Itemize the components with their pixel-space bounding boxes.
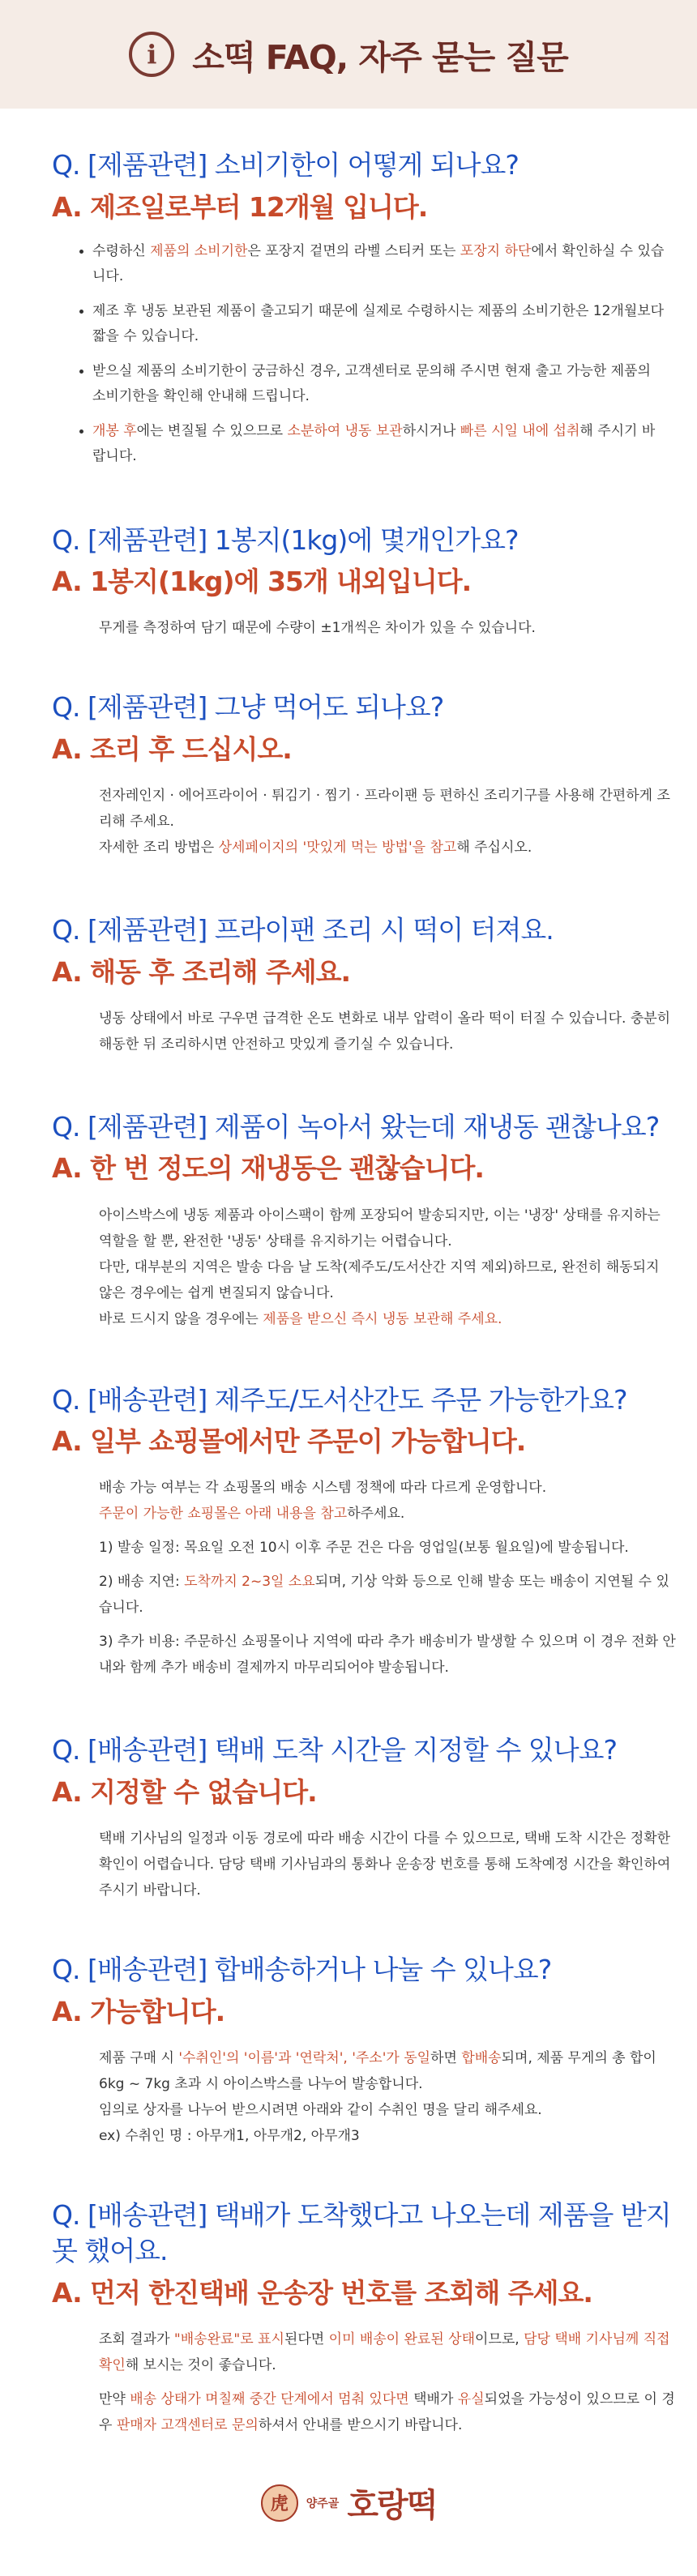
- faq-answer: A. 먼저 한진택배 운송장 번호를 조회해 주세요.: [52, 2276, 592, 2309]
- brand-logo: [0, 2480, 697, 2526]
- body-text: 되었을 가능성이 있으므로 이 경우: [99, 2391, 675, 2434]
- highlight-text: 합배송: [461, 2049, 502, 2066]
- faq-question: Q. [제품관련] 제품이 녹아서 왔는데 재냉동 괜찮나요?: [52, 1110, 660, 1143]
- faq-paragraph: [99, 1535, 676, 1561]
- faq-item: [52, 690, 697, 861]
- body-text: 이므로,: [475, 2331, 524, 2348]
- highlight-text: 유실: [457, 2391, 485, 2408]
- body-text: 수령하신: [92, 242, 151, 259]
- body-text: 제조 후 냉동 보관된 제품이 출고되기 때문에 실제로 수령하시는 제품의 소비기한은 12개월보다 짧을 수 있습니다.: [92, 302, 665, 344]
- body-text: 아이스박스에 냉동 제품과 아이스팩이 함께 포장되어 발송되지만, 이는 '냉장' 상태를 유지하는 역할을 할 뿐, 완전한 '냉동' 상태를 유지하기는 어렵습니다.: [99, 1207, 661, 1250]
- faq-paragraph: [99, 2123, 676, 2149]
- faq-question: Q. [제품관련] 1봉지(1kg)에 몇개인가요?: [52, 523, 519, 556]
- faq-answer: A. 일부 쇼핑몰에서만 주문이 가능합니다.: [52, 1425, 526, 1458]
- faq-answer: A. 한 번 정도의 재냉동은 괜찮습니다.: [52, 1152, 484, 1185]
- faq-paragraph: [99, 1203, 676, 1254]
- body-text: 하주세요.: [347, 1506, 405, 1523]
- faq-item: [52, 1952, 697, 2149]
- body-text: 무게를 측정하여 담기 때문에 수량이 ±1개씩은 차이가 있을 수 있습니다.: [99, 620, 536, 637]
- faq-item: [52, 1382, 697, 1681]
- body-text: 1) 발송 일정: 목요일 오전 10시 이후 주문 건은 다음 영업일(보통 월요일)에 발송됩니다.: [99, 1540, 629, 1557]
- faq-paragraph: [99, 783, 676, 835]
- body-text: 3) 추가 비용: 주문하신 쇼핑몰이나 지역에 따라 추가 배송비가 발생할 수 있으며 이 경우 전화 안내와 함께 추가 배송비 결제까지 마무리되어야 발송됩니다.: [99, 1634, 676, 1677]
- body-text: 에는 변질될 수 있으므로: [136, 422, 288, 439]
- faq-paragraph: [99, 1826, 676, 1903]
- faq-paragraph: [99, 2386, 676, 2438]
- body-text: 된다면: [284, 2331, 329, 2348]
- highlight-text: 개봉 후: [92, 422, 137, 439]
- faq-answer: A. 지정할 수 없습니다.: [52, 1775, 317, 1808]
- info-icon: i: [129, 32, 174, 77]
- tiger-face-icon: 虎: [261, 2484, 298, 2522]
- body-text: 하셔서 안내를 받으시기 바랍니다.: [258, 2417, 463, 2434]
- body-text: 다만, 대부분의 지역은 발송 다음 날 도착(제주도/도서산간 지역 제외)하므로, 완전히 해동되지 않은 경우에는 쉽게 변질되지 않습니다.: [99, 1258, 660, 1301]
- faq-bullet: [92, 359, 668, 409]
- faq-paragraph: [99, 1475, 676, 1501]
- body-text: 2) 배송 지연:: [99, 1574, 185, 1591]
- faq-bullet: [92, 299, 668, 349]
- highlight-text: 소분하여 냉동 보관: [287, 422, 403, 439]
- faq-paragraph: [99, 1306, 676, 1332]
- faq-paragraph: [99, 1006, 676, 1057]
- faq-bullet: [92, 239, 668, 289]
- body-text: 자세한 조리 방법은: [99, 839, 219, 857]
- faq-body: [52, 1475, 676, 1681]
- faq-paragraph: [99, 1254, 676, 1306]
- page-title: 소떡 FAQ, 자주 묻는 질문: [192, 37, 568, 77]
- faq-paragraph: [99, 1569, 676, 1621]
- body-text: 받으실 제품의 소비기한이 궁금하신 경우, 고객센터로 문의해 주시면 현재 출고 가능한 제품의 소비기한을 확인해 안내해 드립니다.: [92, 362, 651, 404]
- body-text: 전자레인지 · 에어프라이어 · 튀김기 · 찜기 · 프라이팬 등 편하신 조리기구를 사용해 간편하게 조리해 주세요.: [99, 788, 670, 831]
- body-text: 하면: [430, 2049, 462, 2066]
- highlight-text: 주문이 가능한 쇼핑몰은 아래 내용을 참고: [99, 1506, 348, 1523]
- faq-paragraph: [99, 1629, 676, 1681]
- faq-question: Q. [제품관련] 소비기한이 어떻게 되나요?: [52, 149, 519, 181]
- faq-paragraph: [99, 2045, 676, 2097]
- body-text: 되며, 기상 악화 등으로 인해 발송 또는 배송이 지연될 수 있습니다.: [99, 1574, 669, 1617]
- faq-paragraph: [99, 1501, 676, 1527]
- brand-small-text: 양주골: [306, 2497, 340, 2510]
- faq-question: Q. [배송관련] 제주도/도서산간도 주문 가능한가요?: [52, 1383, 627, 1416]
- faq-body: [52, 2326, 676, 2438]
- highlight-text: 담당 택배 기사님께 직접 확인: [99, 2331, 670, 2374]
- faq-question: Q. [배송관련] 택배 도착 시간을 지정할 수 있나요?: [52, 1734, 617, 1766]
- faq-answer: A. 1봉지(1kg)에 35개 내외입니다.: [52, 566, 472, 598]
- faq-item: [52, 147, 697, 469]
- brand-name: 호랑떡: [347, 2486, 437, 2524]
- highlight-text: 배송 상태가 며칠째 중간 단계에서 멈춰 있다면: [130, 2391, 409, 2408]
- faq-header: [0, 0, 697, 109]
- faq-paragraph: [99, 835, 676, 861]
- faq-answer: A. 가능합니다.: [52, 1995, 225, 2027]
- faq-item: [52, 523, 697, 642]
- body-text: 제품 구매 시: [99, 2049, 179, 2066]
- body-text: 해 주십시오.: [456, 839, 532, 857]
- faq-body: [52, 615, 676, 641]
- body-text: 은 포장지 겉면의 라벨 스티커 또는: [247, 242, 460, 259]
- highlight-text: 빠른 시일 내에 섭취: [460, 422, 580, 439]
- faq-answer: A. 조리 후 드십시오.: [52, 733, 292, 766]
- highlight-text: '수취인'의 '이름'과 '연락처', '주소'가 동일: [178, 2049, 431, 2066]
- faq-body: [52, 783, 676, 861]
- body-text: 해 주시기 바랍니다.: [92, 422, 656, 464]
- body-text: ex) 수취인 명 : 아무개1, 아무개2, 아무개3: [99, 2127, 360, 2144]
- faq-item: [52, 1109, 697, 1332]
- faq-question: Q. [제품관련] 그냥 먹어도 되나요?: [52, 691, 444, 724]
- faq-list: [0, 109, 697, 2438]
- faq-item: [52, 2198, 697, 2438]
- body-text: 배송 가능 여부는 각 쇼핑몰의 배송 시스템 정책에 따라 다르게 운영합니다.: [99, 1480, 547, 1497]
- faq-paragraph: [99, 615, 676, 641]
- body-text: 임의로 상자를 나누어 받으시려면 아래와 같이 수취인 명을 달리 해주세요.: [99, 2101, 542, 2118]
- highlight-text: 포장지 하단: [460, 242, 532, 259]
- body-text: 조회 결과가: [99, 2331, 174, 2348]
- faq-question: Q. [배송관련] 합배송하거나 나눌 수 있나요?: [52, 1954, 552, 1986]
- faq-item: [52, 912, 697, 1057]
- body-text: 에서 확인하실 수 있습니다.: [92, 242, 665, 284]
- highlight-text: 제품을 받으신 즉시 냉동 보관해 주세요.: [263, 1310, 502, 1327]
- faq-question: Q. [배송관련] 택배가 도착했다고 나오는데 제품을 받지 못 했어요.: [52, 2198, 671, 2267]
- highlight-text: 상세페이지의 '맛있게 먹는 방법'을 참고: [218, 839, 457, 857]
- body-text: 하시거나: [402, 422, 460, 439]
- faq-question: Q. [제품관련] 프라이팬 조리 시 떡이 터져요.: [52, 914, 554, 946]
- faq-bullet: [92, 419, 668, 469]
- faq-body: [52, 1826, 676, 1903]
- body-text: 만약: [99, 2391, 130, 2408]
- body-text: 해 보시는 것이 좋습니다.: [125, 2357, 276, 2374]
- highlight-text: 도착까지 2~3일 소요: [184, 1574, 315, 1591]
- faq-body: [52, 2045, 676, 2149]
- highlight-text: 이미 배송이 완료된 상태: [328, 2331, 476, 2348]
- faq-body: [52, 1203, 676, 1332]
- body-text: 택배가: [408, 2391, 458, 2408]
- highlight-text: 판매자 고객센터로 문의: [116, 2417, 259, 2434]
- faq-item: [52, 1732, 697, 1903]
- faq-paragraph: [99, 2097, 676, 2123]
- faq-bullet-list: [52, 239, 668, 469]
- body-text: 되며, 제품 무게의 총 합이 6kg ~ 7kg 초과 시 아이스박스를 나누어 발송합니다.: [99, 2049, 656, 2092]
- body-text: 택배 기사님의 일정과 이동 경로에 따라 배송 시간이 다를 수 있으므로, 택배 도착 시간은 정확한 확인이 어렵습니다. 담당 택배 기사님과의 통화나 운송장 번호를 통해 도착예정 시간을 확인하여 주시기 바랍니다.: [99, 1831, 671, 1899]
- body-text: 바로 드시지 않을 경우에는: [99, 1310, 263, 1327]
- highlight-text: 제품의 소비기한: [150, 242, 248, 259]
- faq-body: [52, 1006, 676, 1057]
- faq-answer: A. 해동 후 조리해 주세요.: [52, 955, 351, 988]
- body-text: 냉동 상태에서 바로 구우면 급격한 온도 변화로 내부 압력이 올라 떡이 터질 수 있습니다. 충분히 해동한 뒤 조리하시면 안전하고 맛있게 즐기실 수 있습니다.: [99, 1010, 671, 1053]
- faq-paragraph: [99, 2326, 676, 2378]
- faq-answer: A. 제조일로부터 12개월 입니다.: [52, 190, 428, 223]
- highlight-text: "배송완료"로 표시: [173, 2331, 284, 2348]
